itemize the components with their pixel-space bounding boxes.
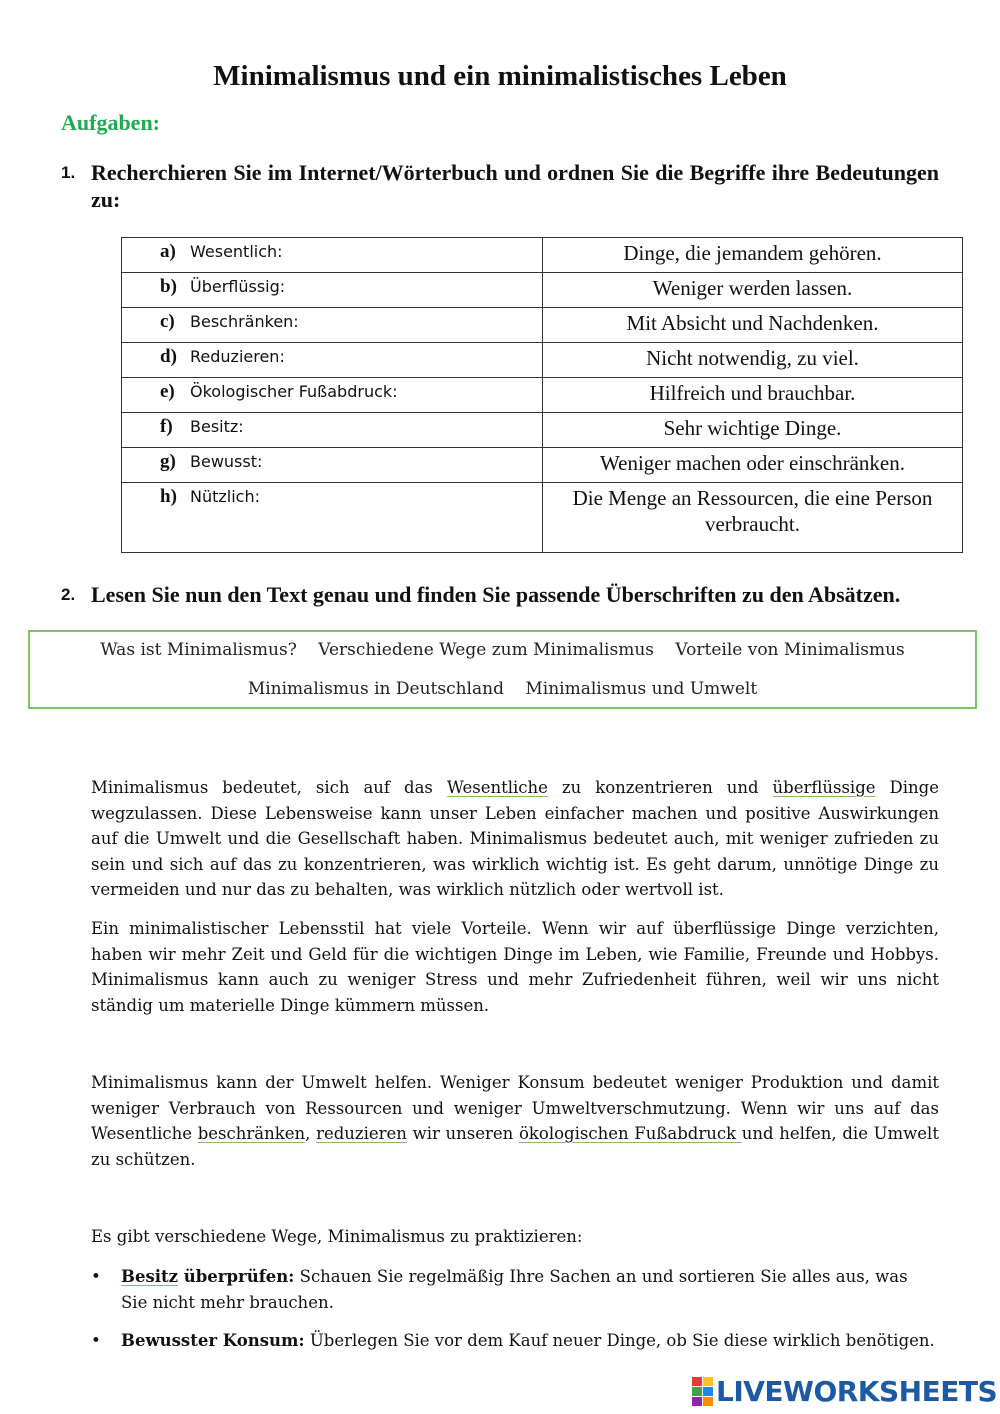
bullet-dot: •: [91, 1267, 101, 1286]
term-letter: e): [160, 381, 175, 402]
term-letter: c): [160, 311, 175, 332]
list-item: [91, 1264, 939, 1315]
meaning-cell[interactable]: Mit Absicht und Nachdenken.: [543, 308, 963, 343]
task-2-text: Lesen Sie nun den Text genau und finden Sie passende Überschriften zu den Absätzen.: [91, 582, 901, 607]
keyword-besitz: Besitz: [121, 1267, 178, 1286]
heading-option[interactable]: Vorteile von Minimalismus: [675, 640, 905, 660]
term-cell: [122, 448, 543, 483]
bullet-text: Schauen Sie regelmäßig Ihre Sachen an und sortieren Sie alles aus, was Sie nicht mehr brauchen.: [121, 1267, 908, 1312]
bullet-dot: •: [91, 1331, 101, 1350]
text-span: zu konzentrieren und: [547, 778, 773, 797]
table-row: [122, 343, 963, 378]
page-title: Minimalismus und ein minimalistisches Leben: [213, 60, 787, 92]
meaning-cell[interactable]: Hilfreich und brauchbar.: [543, 378, 963, 413]
term-cell: [122, 238, 543, 273]
table-row: [122, 483, 963, 553]
meaning-cell[interactable]: Nicht notwendig, zu viel.: [543, 343, 963, 378]
table-row: [122, 378, 963, 413]
matching-table: [121, 237, 963, 553]
heading-option[interactable]: Minimalismus und Umwelt: [525, 679, 758, 699]
text-span: Minimalismus bedeutet, sich auf das: [91, 778, 447, 797]
term-cell: [122, 273, 543, 308]
term-letter: g): [160, 451, 176, 472]
heading-option[interactable]: Verschiedene Wege zum Minimalismus: [318, 640, 654, 660]
term-text: Wesentlich:: [190, 242, 283, 261]
keyword-reduzieren: reduzieren: [316, 1124, 407, 1143]
text-span: Minimalismus kann der Umwelt helfen. Weniger Konsum bedeutet weniger Produktion und damit weniger Verbrauch von Ressourcen und weniger Umweltverschmutzung. Wenn wir uns auf das Wesentliche: [91, 1073, 939, 1143]
meaning-cell[interactable]: Die Menge an Ressourcen, die eine Person verbraucht.: [543, 483, 963, 553]
keyword-wesentliche: Wesentliche: [446, 778, 548, 797]
task-1-text: Recherchieren Sie im Internet/Wörterbuch und ordnen Sie die Begriffe ihre Bedeutungen zu:: [91, 160, 939, 212]
aufgaben-heading: Aufgaben:: [61, 110, 161, 135]
term-text: Besitz:: [190, 417, 244, 436]
term-text: Nützlich:: [190, 487, 260, 506]
term-cell: [122, 413, 543, 448]
bullet-bold: überprüfen:: [178, 1267, 295, 1286]
meaning-cell[interactable]: Weniger machen oder einschränken.: [543, 448, 963, 483]
task-2-number: 2.: [61, 585, 76, 604]
paragraph-2: Ein minimalistischer Lebensstil hat viele Vorteile. Wenn wir auf überflüssige Dinge verzichten, haben wir mehr Zeit und Geld für die wichtigen Dinge im Leben, wie Familie, Freunde und Hobbys. Minimalismus kann auch zu weniger Stress und mehr Zufriedenheit führen, weil wir uns nicht ständig um materielle Dinge kümmern müssen.: [91, 919, 939, 1015]
term-text: Reduzieren:: [190, 347, 285, 366]
term-letter: d): [160, 346, 177, 367]
liveworksheets-logo-icon: [692, 1377, 713, 1406]
liveworksheets-logo: [692, 1374, 997, 1408]
task-1-number: 1.: [61, 163, 76, 182]
text-span: ,: [305, 1124, 317, 1143]
headings-row: [30, 640, 975, 660]
term-text: Bewusst:: [190, 452, 263, 471]
table-row: [122, 413, 963, 448]
bullet-bold: Bewusster Konsum:: [121, 1331, 305, 1350]
keyword-fussabdruck: ökologischen Fußabdruck: [518, 1124, 742, 1143]
table-row: [122, 273, 963, 308]
term-cell: [122, 378, 543, 413]
text-span: und helfen, die Umwelt zu schützen.: [91, 1124, 939, 1169]
table-row: [122, 308, 963, 343]
term-letter: h): [160, 486, 177, 507]
paragraph-1: [91, 775, 939, 903]
term-cell: [122, 308, 543, 343]
headings-row: [30, 679, 975, 699]
table-row: [122, 448, 963, 483]
task-2: [61, 581, 939, 608]
term-text: Überflüssig:: [190, 277, 286, 296]
meaning-cell[interactable]: Weniger werden lassen.: [543, 273, 963, 308]
text-span: Dinge wegzulassen. Diese Lebensweise kann unser Leben einfacher machen und positive Auswirkungen auf die Umwelt und die Gesellschaft haben. Minimalismus bedeutet auch, mit weniger zufrieden zu sein und sich auf das zu konzentrieren, was wirklich wichtig ist. Es geht darum, unnötige Dinge zu vermeiden und nur das zu behalten, was wirklich nützlich oder wertvoll ist.: [91, 778, 939, 899]
paragraph-4: Es gibt verschiedene Wege, Minimalismus zu praktizieren:: [91, 1227, 583, 1246]
term-cell: [122, 343, 543, 378]
bullet-text: Überlegen Sie vor dem Kauf neuer Dinge, ob Sie diese wirklich benötigen.: [304, 1331, 935, 1350]
meaning-cell[interactable]: Dinge, die jemandem gehören.: [543, 238, 963, 273]
term-text: Ökologischer Fußabdruck:: [190, 382, 398, 401]
heading-option[interactable]: Was ist Minimalismus?: [100, 640, 297, 660]
keyword-beschraenken: beschränken: [197, 1124, 306, 1143]
list-item: [91, 1328, 939, 1354]
term-text: Beschränken:: [190, 312, 299, 331]
keyword-ueberfluessige: überflüssige: [772, 778, 876, 797]
heading-option[interactable]: Minimalismus in Deutschland: [247, 679, 504, 699]
meaning-cell[interactable]: Sehr wichtige Dinge.: [543, 413, 963, 448]
term-letter: a): [160, 241, 176, 262]
table-row: [122, 238, 963, 273]
paragraph-3: [91, 1070, 939, 1172]
task-1: [61, 159, 939, 213]
term-letter: f): [160, 416, 173, 437]
logo-text: LIVEWORKSHEETS: [716, 1374, 998, 1408]
text-span: wir unseren: [406, 1124, 519, 1143]
term-cell: [122, 483, 543, 553]
term-letter: b): [160, 276, 177, 297]
headings-box: [28, 630, 977, 709]
